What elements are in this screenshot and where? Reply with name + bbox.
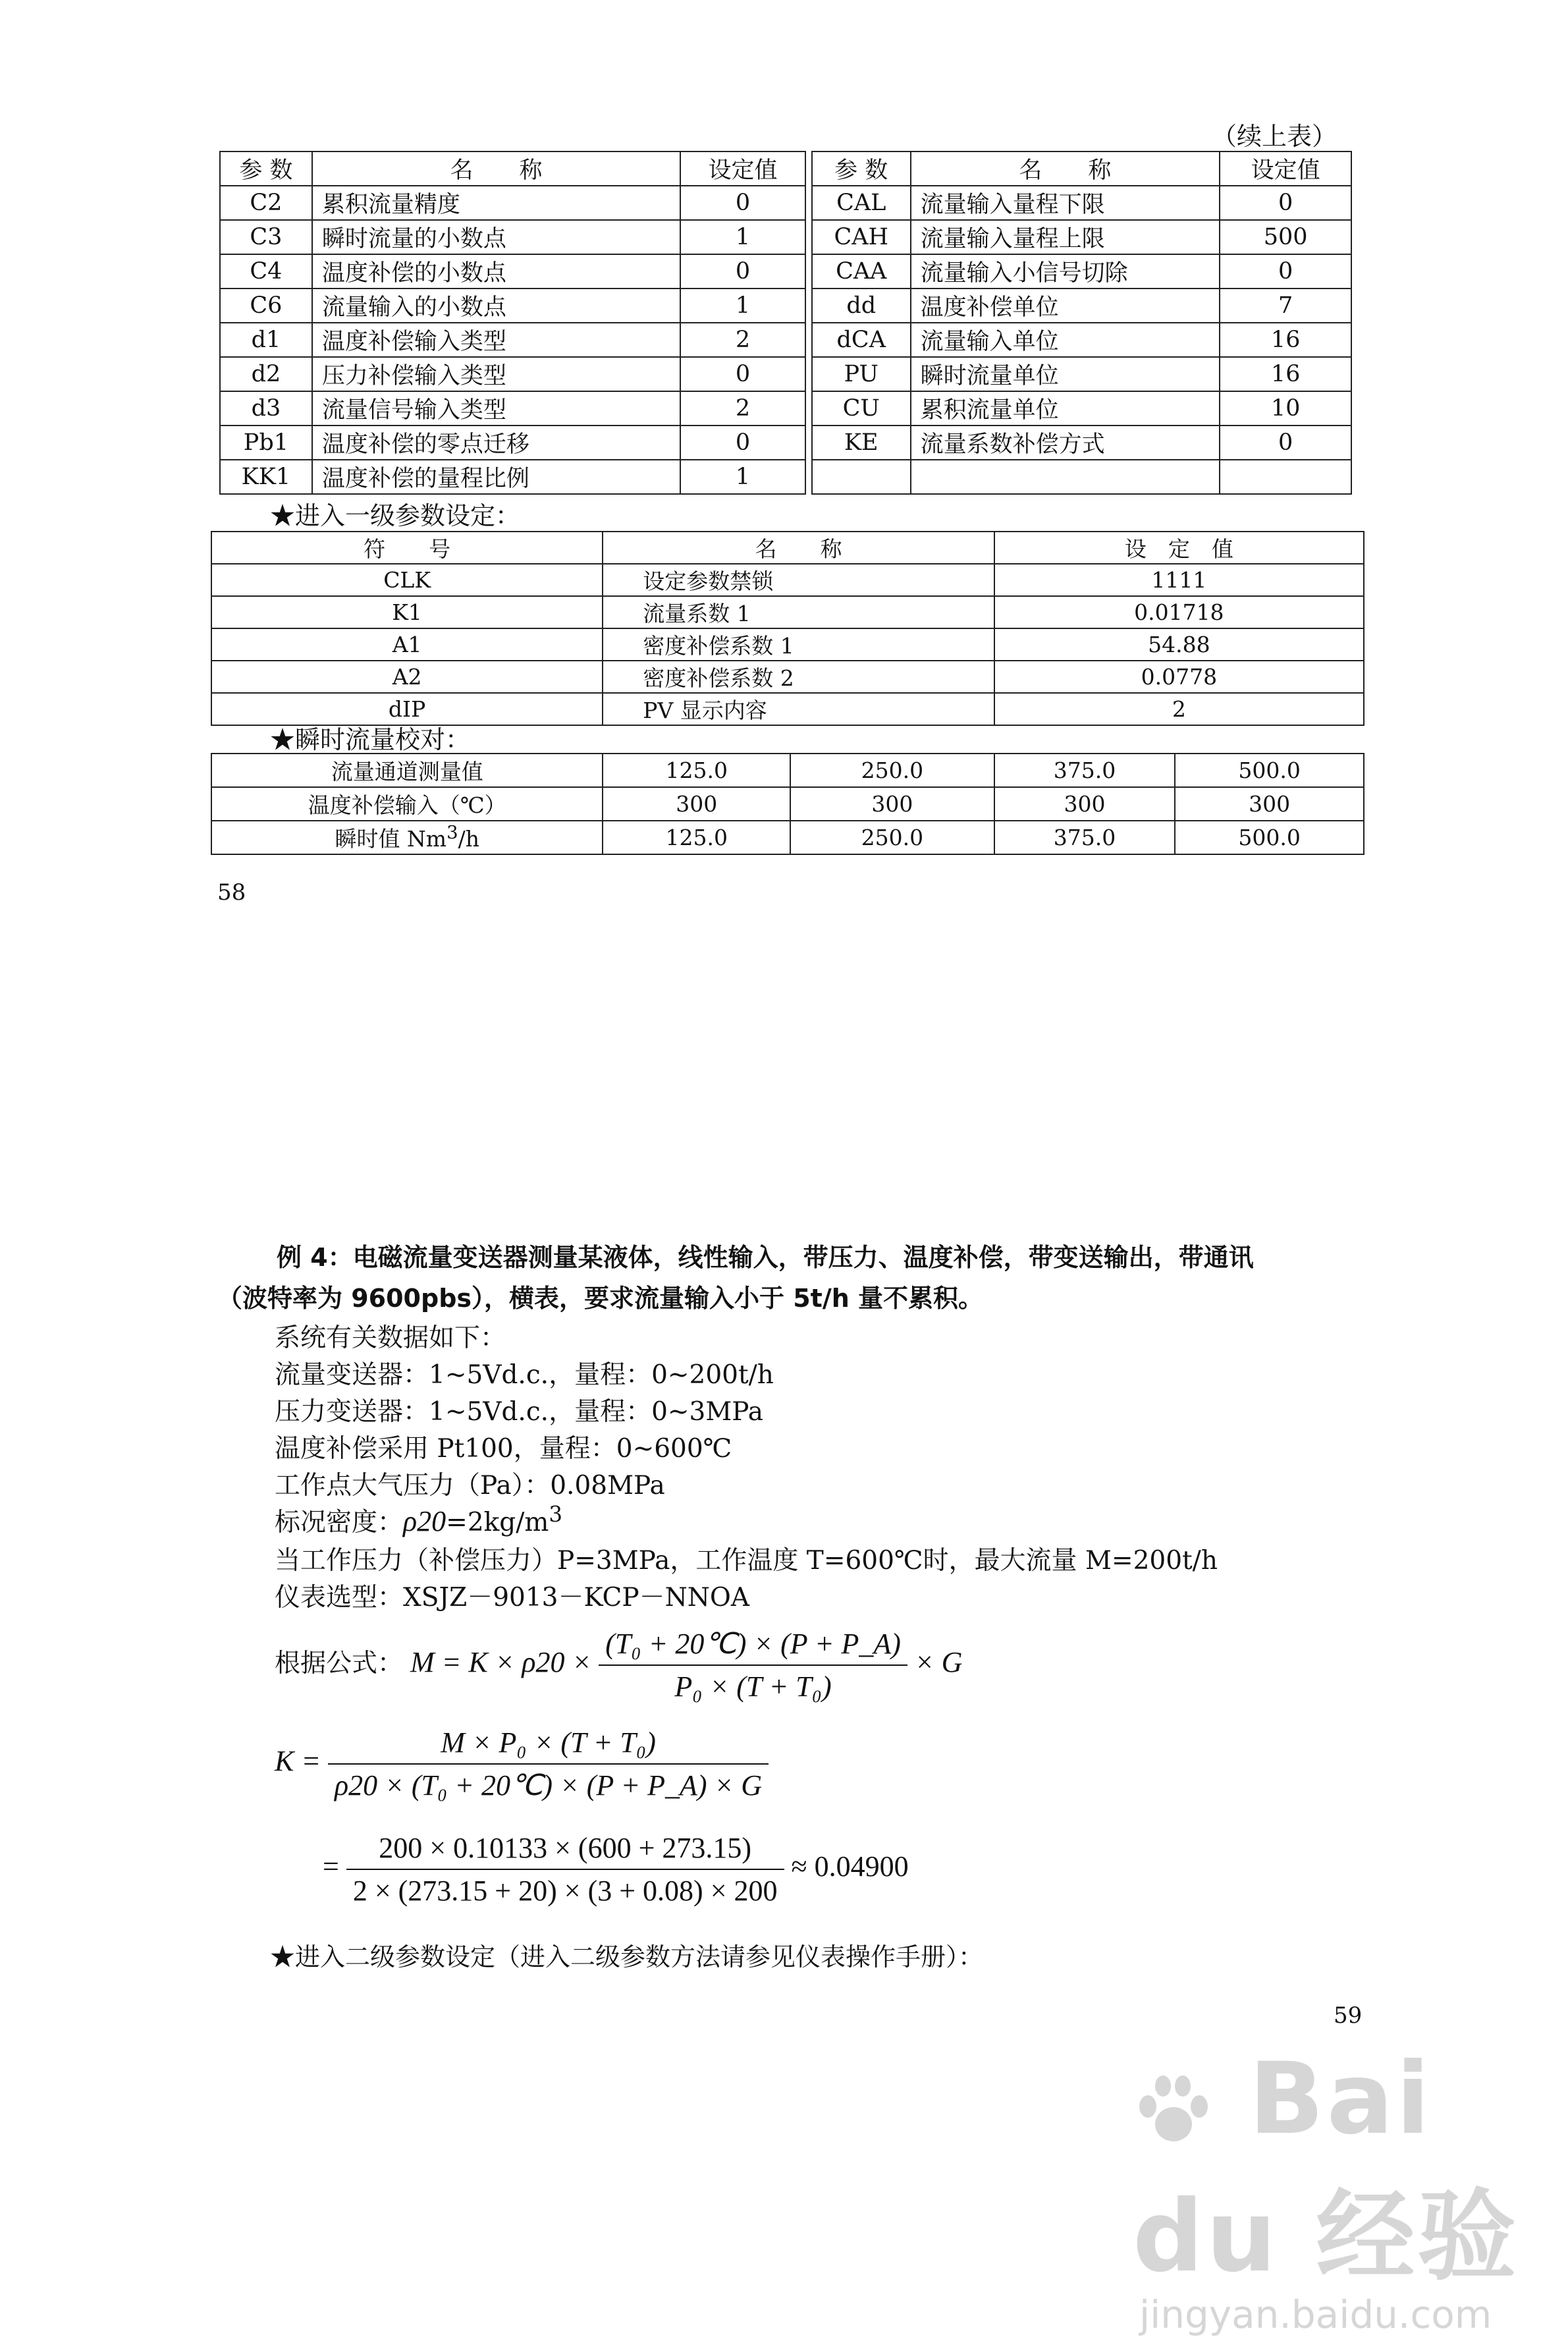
- param-name: 累积流量单位: [911, 391, 1220, 426]
- table-header-row: [211, 532, 1364, 564]
- param-value: 1: [680, 289, 805, 323]
- cal-cell: 375.0: [994, 821, 1176, 854]
- param-value: 16: [1220, 323, 1351, 357]
- param-name: 压力补偿输入类型: [312, 357, 680, 391]
- param-name: [911, 460, 1220, 494]
- cal-cell: 125.0: [603, 754, 790, 787]
- watermark-text: Bai du 经验: [1133, 2042, 1519, 2294]
- table-row: [220, 426, 1351, 460]
- baidu-watermark: [1133, 2042, 1568, 2337]
- level1-setting: 0.01718: [994, 596, 1364, 628]
- param-value: 2: [680, 391, 805, 426]
- k-numerator: M × P₀ × (T + T₀): [328, 1726, 769, 1765]
- k-fraction: [328, 1726, 769, 1802]
- param-value: 7: [1220, 289, 1351, 323]
- header-symbol: 符 号: [211, 532, 603, 564]
- parameter-table: [219, 151, 1352, 495]
- param-value: 500: [1220, 220, 1351, 254]
- table-row: [211, 754, 1364, 787]
- atm-pressure: 工作点大气压力（Pa）：0.08MPa: [275, 1471, 665, 1500]
- param-code: CAA: [812, 254, 911, 289]
- table-row: [220, 357, 1351, 391]
- param-name: 流量输入小信号切除: [911, 254, 1220, 289]
- working-condition: 当工作压力（补偿压力）P=3MPa，工作温度 T=600℃时，最大流量 M=200t/h: [275, 1546, 1218, 1576]
- param-value: 0: [1220, 254, 1351, 289]
- cal-cell: 375.0: [994, 754, 1176, 787]
- level1-name: 流量系数 1: [603, 596, 994, 628]
- cal-cell: 300: [994, 787, 1176, 821]
- calc-fraction: [346, 1831, 784, 1908]
- table-row: [211, 596, 1364, 628]
- param-name: 瞬时流量的小数点: [312, 220, 680, 254]
- param-value: 16: [1220, 357, 1351, 391]
- formula-denominator: P₀ × (T + T₀): [674, 1670, 832, 1703]
- table-gap: [805, 391, 812, 426]
- table-row: [211, 821, 1364, 854]
- table-row: [220, 254, 1351, 289]
- level1-setting: 54.88: [994, 628, 1364, 661]
- param-name: 累积流量精度: [312, 186, 680, 220]
- level2-heading: ★进入二级参数设定（进入二级参数方法请参见仪表操作手册）：: [270, 1942, 984, 1971]
- example-paragraph: [217, 1237, 1370, 1319]
- table-gap: [805, 323, 812, 357]
- header-name-2: 名 称: [911, 151, 1220, 186]
- param-name: 温度补偿单位: [911, 289, 1220, 323]
- param-code: CAL: [812, 186, 911, 220]
- param-code: KE: [812, 426, 911, 460]
- param-code: [812, 460, 911, 494]
- cal-cell: 250.0: [790, 821, 994, 854]
- paw-icon: [1133, 2066, 1212, 2145]
- calibration-table: [211, 753, 1365, 855]
- example-line-2: （波特率为 9600pbs），横表，要求流量输入小于 5t/h 量不累积。: [217, 1284, 984, 1313]
- cal-cell: 300: [1175, 787, 1364, 821]
- table-row: [211, 787, 1364, 821]
- param-name: 温度补偿输入类型: [312, 323, 680, 357]
- param-value: 0: [680, 186, 805, 220]
- k-lhs: K =: [275, 1745, 321, 1778]
- header-value-2: 设定值: [1220, 151, 1351, 186]
- param-value: 0: [680, 357, 805, 391]
- cal-cell: 500.0: [1175, 821, 1364, 854]
- param-code: d2: [220, 357, 312, 391]
- param-code: C3: [220, 220, 312, 254]
- param-name: 流量系数补偿方式: [911, 426, 1220, 460]
- header-setting: 设 定 值: [994, 532, 1364, 564]
- table-row: [211, 628, 1364, 661]
- temp-comp: 温度补偿采用 Pt100，量程：0~600℃: [275, 1434, 732, 1464]
- calc-eq: =: [323, 1850, 339, 1883]
- param-value: 0: [680, 254, 805, 289]
- param-code: CAH: [812, 220, 911, 254]
- level1-name: 设定参数禁锁: [603, 564, 994, 596]
- param-name: 流量信号输入类型: [312, 391, 680, 426]
- level1-name: PV 显示内容: [603, 693, 994, 725]
- param-value: 0: [1220, 186, 1351, 220]
- cal-label: [211, 821, 603, 854]
- param-name: 温度补偿的小数点: [312, 254, 680, 289]
- formula-fraction: [599, 1627, 907, 1703]
- calc-denominator: 2 × (273.15 + 20) × (3 + 0.08) × 200: [352, 1875, 778, 1907]
- param-name: 温度补偿的量程比例: [312, 460, 680, 494]
- param-value: 2: [680, 323, 805, 357]
- density-label: 标况密度：: [275, 1508, 404, 1537]
- cal-cell: 500.0: [1175, 754, 1364, 787]
- flow-transmitter: 流量变送器：1~5Vd.c.，量程：0~200t/h: [275, 1360, 774, 1390]
- table-header-row: [220, 151, 1351, 186]
- unit-superscript: 3: [446, 822, 458, 843]
- param-value: 0: [680, 426, 805, 460]
- formula-numerator: (T₀ + 20℃) × (P + P_A): [599, 1627, 907, 1666]
- table-row: [220, 186, 1351, 220]
- example-line-1: 例 4：电磁流量变送器测量某液体，线性输入，带压力、温度补偿，带变送输出，带通讯: [277, 1243, 1254, 1272]
- param-code: d3: [220, 391, 312, 426]
- continued-label: （续上表）: [1212, 122, 1338, 151]
- formula-lhs: M = K × ρ20 ×: [410, 1646, 592, 1679]
- cal-cell: 125.0: [603, 821, 790, 854]
- param-name: 温度补偿的零点迁移: [312, 426, 680, 460]
- param-code: C2: [220, 186, 312, 220]
- level1-table: [211, 531, 1365, 726]
- table-gap: [805, 357, 812, 391]
- data-intro: 系统有关数据如下：: [275, 1323, 506, 1353]
- param-name: 流量输入单位: [911, 323, 1220, 357]
- level1-heading: ★进入一级参数设定：: [270, 501, 521, 530]
- param-code: KK1: [220, 460, 312, 494]
- param-code: C4: [220, 254, 312, 289]
- density-symbol: ρ20: [403, 1505, 446, 1537]
- table-row: [220, 391, 1351, 426]
- page-number-left: 58: [217, 879, 246, 906]
- table-row: [220, 323, 1351, 357]
- watermark-logo: [1133, 2042, 1568, 2299]
- table-row: [220, 220, 1351, 254]
- table-gap: [805, 254, 812, 289]
- formula-tail: × G: [914, 1646, 963, 1679]
- level1-setting: 0.0778: [994, 661, 1364, 693]
- level1-setting: 1111: [994, 564, 1364, 596]
- table-gap: [805, 460, 812, 494]
- cal-cell: 250.0: [790, 754, 994, 787]
- level1-symbol: A2: [211, 661, 603, 693]
- param-code: d1: [220, 323, 312, 357]
- param-code: Pb1: [220, 426, 312, 460]
- cal-label: 流量通道测量值: [211, 754, 603, 787]
- param-code: CU: [812, 391, 911, 426]
- param-name: 流量输入量程上限: [911, 220, 1220, 254]
- pressure-transmitter: 压力变送器：1~5Vd.c.，量程：0~3MPa: [275, 1397, 764, 1427]
- cal-label: 温度补偿输入（℃）: [211, 787, 603, 821]
- param-value: 1: [680, 460, 805, 494]
- level1-name: 密度补偿系数 1: [603, 628, 994, 661]
- table-row: [220, 289, 1351, 323]
- param-value: [1220, 460, 1351, 494]
- level1-name: 密度补偿系数 2: [603, 661, 994, 693]
- standard-density: [275, 1502, 562, 1539]
- formula-k: [275, 1726, 769, 1802]
- param-code: C6: [220, 289, 312, 323]
- param-name: 流量输入的小数点: [312, 289, 680, 323]
- table-gap: [805, 220, 812, 254]
- k-denominator: ρ20 × (T₀ + 20℃) × (P + P_A) × G: [335, 1769, 763, 1801]
- table-row: [211, 564, 1364, 596]
- table-gap: [805, 289, 812, 323]
- cal-cell: 300: [790, 787, 994, 821]
- param-name: 流量输入量程下限: [911, 186, 1220, 220]
- level1-symbol: dIP: [211, 693, 603, 725]
- instrument-model: 仪表选型：XSJZ－9013－KCP－NNOA: [275, 1583, 750, 1612]
- watermark-url: jingyan.baidu.com: [1139, 2292, 1492, 2337]
- param-code: dd: [812, 289, 911, 323]
- header-name: 名 称: [603, 532, 994, 564]
- header-param: 参 数: [220, 151, 312, 186]
- param-value: 0: [1220, 426, 1351, 460]
- page-number-right: 59: [1334, 2002, 1363, 2029]
- calibration-heading: ★瞬时流量校对：: [270, 725, 471, 754]
- formula-main: [275, 1627, 962, 1703]
- header-param-2: 参 数: [812, 151, 911, 186]
- param-code: dCA: [812, 323, 911, 357]
- param-code: PU: [812, 357, 911, 391]
- header-name: 名 称: [312, 151, 680, 186]
- cal-cell: 300: [603, 787, 790, 821]
- density-sup: 3: [549, 1502, 563, 1527]
- param-value: 1: [680, 220, 805, 254]
- header-value: 设定值: [680, 151, 805, 186]
- table-row: [220, 460, 1351, 494]
- density-value: =2kg/m: [446, 1508, 549, 1537]
- level1-symbol: CLK: [211, 564, 603, 596]
- calc-numerator: 200 × 0.10133 × (600 + 273.15): [346, 1831, 784, 1870]
- param-name: 瞬时流量单位: [911, 357, 1220, 391]
- level1-setting: 2: [994, 693, 1364, 725]
- level1-symbol: A1: [211, 628, 603, 661]
- cal-label-text: 瞬时值 Nm: [335, 826, 447, 852]
- table-gap: [805, 426, 812, 460]
- table-row: [211, 661, 1364, 693]
- formula-label: 根据公式：: [275, 1649, 404, 1679]
- calc-result: ≈ 0.04900: [791, 1850, 909, 1883]
- formula-calc: [323, 1831, 909, 1908]
- param-value: 10: [1220, 391, 1351, 426]
- table-gap: [805, 186, 812, 220]
- unit-suffix: /h: [458, 826, 479, 852]
- level1-symbol: K1: [211, 596, 603, 628]
